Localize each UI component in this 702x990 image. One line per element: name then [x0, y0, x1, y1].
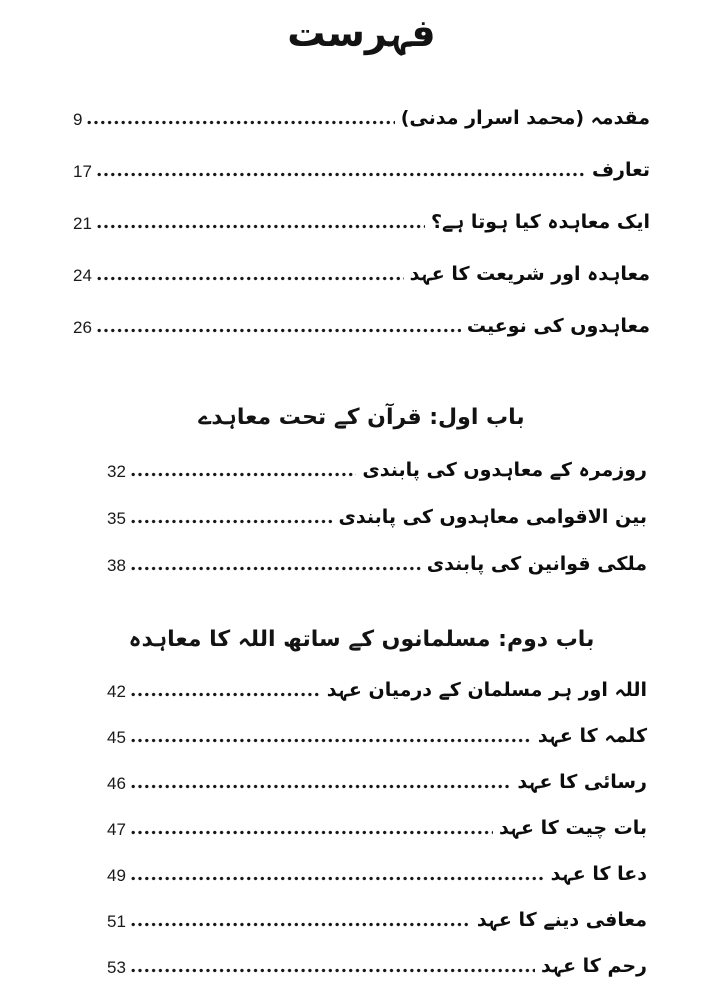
toc-entry: [107, 950, 647, 980]
toc-entry: [73, 258, 650, 288]
dot-leader: [97, 276, 404, 281]
toc-page-number: 21: [73, 214, 92, 233]
toc-entry-title: معافی دینے کا عہد: [476, 909, 647, 931]
toc-entry: [73, 154, 650, 184]
toc-entry: [107, 812, 647, 842]
toc-entry-title: رحم کا عہد: [540, 955, 647, 977]
toc-page-number: 9: [73, 110, 83, 129]
toc-entry-title: معاہدہ اور شریعت کا عہد: [409, 263, 650, 285]
toc-page-number: 42: [107, 682, 126, 701]
toc-entry-title: مقدمہ (محمد اسرار مدنی): [400, 107, 650, 129]
toc-entry-title: روزمرہ کے معاہدوں کی پابندی: [362, 459, 647, 481]
toc-entry-title: تعارف: [591, 159, 650, 181]
dot-leader: [131, 692, 321, 697]
toc-page-number: 17: [73, 162, 92, 181]
dot-leader: [131, 784, 511, 789]
dot-leader: [97, 224, 425, 229]
toc-entry-title: اللہ اور ہر مسلمان کے درمیان عہد: [326, 679, 647, 701]
toc-entry: [107, 766, 647, 796]
toc-entry-title: بات چیت کا عہد: [498, 817, 647, 839]
dot-leader: [131, 830, 493, 835]
toc-page-number: 46: [107, 774, 126, 793]
toc-entry-title: رسائی کا عہد: [517, 771, 647, 793]
dot-leader: [87, 120, 394, 125]
dot-leader: [131, 738, 532, 743]
toc-page-number: 32: [107, 462, 126, 481]
toc-entry: [107, 548, 647, 578]
toc-entry: [107, 454, 647, 484]
toc-entry: [107, 720, 647, 750]
dot-leader: [131, 519, 333, 524]
toc-page-number: 38: [107, 556, 126, 575]
toc-page-number: 51: [107, 912, 126, 931]
toc-page-number: 26: [73, 318, 92, 337]
page-title: فہرست: [287, 11, 436, 55]
toc-page-number: 47: [107, 820, 126, 839]
toc-entry: [107, 904, 647, 934]
dot-leader: [131, 876, 545, 881]
toc-page-number: 45: [107, 728, 126, 747]
toc-entry-title: ملکی قوانین کی پابندی: [426, 553, 647, 575]
toc-entry: [73, 206, 650, 236]
dot-leader: [131, 472, 356, 477]
toc-entry-title: معاہدوں کی نوعیت: [466, 315, 650, 337]
toc-entry: [107, 674, 647, 704]
chapter-2-heading: باب دوم: مسلمانوں کے ساتھ اللہ کا معاہدہ: [128, 627, 595, 652]
toc-entry: [107, 501, 647, 531]
front-matter-entries: [73, 102, 650, 340]
dot-leader: [131, 566, 421, 571]
toc-entry: [73, 102, 650, 132]
toc-page-number: 53: [107, 958, 126, 977]
dot-leader: [97, 172, 586, 177]
chapter-1-heading: باب اول: قرآن کے تحت معاہدے: [198, 405, 525, 430]
toc-entry-title: بین الاقوامی معاہدوں کی پابندی: [338, 506, 647, 528]
chapter-2-entries: [73, 674, 650, 980]
toc-entry-title: دعا کا عہد: [550, 863, 647, 885]
toc-page-number: 49: [107, 866, 126, 885]
dot-leader: [131, 968, 535, 973]
toc-page-number: 24: [73, 266, 92, 285]
toc-entry: [73, 310, 650, 340]
toc-entry: [107, 858, 647, 888]
dot-leader: [131, 922, 471, 927]
toc-entry-title: ایک معاہدہ کیا ہوتا ہے؟: [431, 211, 650, 233]
chapter-1-entries: [73, 454, 650, 578]
dot-leader: [97, 328, 461, 333]
toc-entry-title: کلمہ کا عہد: [537, 725, 647, 747]
toc-page-number: 35: [107, 509, 126, 528]
